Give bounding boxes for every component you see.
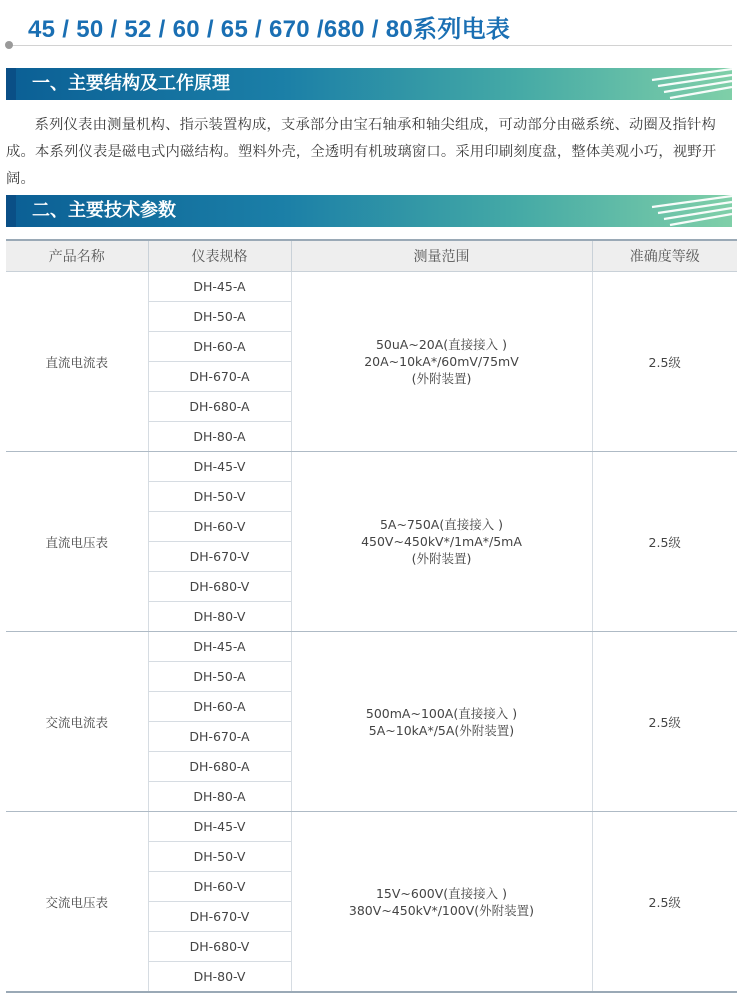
- model-cell: DH-80-V: [148, 962, 291, 993]
- measure-range-line: 15V~600V(直接接入 ): [375, 885, 508, 901]
- model-cell: DH-45-A: [148, 632, 291, 662]
- measure-range-line: 50uA~20A(直接接入 ): [375, 337, 508, 352]
- model-cell: DH-60-V: [148, 872, 291, 902]
- structure-description: 系列仪表由测量机构、指示装置构成，支承部分由宝石轴承和轴尖组成，可动部分由磁系统、动圈及指针构成。本系列仪表是磁电式内磁结构。塑料外壳，全透明有机玻璃窗口。采用印刷刻度盘，整体美观小巧，视野开阔。: [6, 117, 717, 187]
- table-row: [6, 452, 737, 482]
- model-cell: DH-680-V: [148, 572, 291, 602]
- measure-range-line: 380V~450kV*/100V(外附装置): [348, 902, 535, 918]
- section-heading-structure: 一、主要结构及工作原理: [32, 73, 230, 94]
- table-row: [6, 812, 737, 842]
- spec-table: [6, 239, 737, 993]
- measure-range-line: (外附装置): [411, 551, 472, 566]
- header-model: 仪表规格: [148, 240, 291, 272]
- banner-stripes-icon: [612, 195, 732, 227]
- title-bullet-dot: [5, 41, 13, 49]
- table-header-row: [6, 240, 737, 272]
- measure-range-cell: [291, 812, 592, 993]
- model-cell: DH-80-V: [148, 602, 291, 632]
- banner-stripes-icon: [612, 68, 732, 100]
- model-cell: DH-50-V: [148, 842, 291, 872]
- model-cell: DH-50-V: [148, 482, 291, 512]
- model-cell: DH-60-A: [148, 692, 291, 722]
- model-cell: DH-680-V: [148, 932, 291, 962]
- banner-notch: [6, 195, 16, 227]
- product-name-cell: 交流电流表: [6, 632, 148, 812]
- measure-range-line: 450V~450kV*/1mA*/5mA: [361, 534, 522, 549]
- model-cell: DH-50-A: [148, 662, 291, 692]
- model-cell: DH-45-A: [148, 272, 291, 302]
- measure-range-line: 5A~750A(直接接入 ): [379, 517, 504, 532]
- model-cell: DH-670-A: [148, 362, 291, 392]
- model-cell: DH-60-V: [148, 512, 291, 542]
- header-accuracy: 准确度等级: [592, 240, 737, 272]
- measure-range-cell: [291, 272, 592, 452]
- section-heading-params: 二、主要技术参数: [32, 200, 176, 221]
- model-cell: DH-670-V: [148, 902, 291, 932]
- accuracy-grade-cell: 2.5级: [592, 452, 737, 632]
- header-range: 测量范围: [291, 240, 592, 272]
- measure-range-line: (外附装置): [411, 371, 472, 386]
- measure-range-line: 5A~10kA*/5A(外附装置): [368, 722, 515, 738]
- model-cell: DH-670-V: [148, 542, 291, 572]
- banner-notch: [6, 68, 16, 100]
- page-title: 45 / 50 / 52 / 60 / 65 / 670 /680 / 80系列电表: [28, 16, 511, 43]
- model-cell: DH-45-V: [148, 452, 291, 482]
- measure-range-line: 20A~10kA*/60mV/75mV: [364, 354, 519, 369]
- model-cell: DH-680-A: [148, 752, 291, 782]
- model-cell: DH-670-A: [148, 722, 291, 752]
- accuracy-grade-cell: 2.5级: [592, 272, 737, 452]
- accuracy-grade-cell: 2.5级: [592, 812, 737, 993]
- accuracy-grade-cell: 2.5级: [592, 632, 737, 812]
- model-cell: DH-680-A: [148, 392, 291, 422]
- measure-range-cell: [291, 632, 592, 812]
- section-banner-structure: [6, 68, 732, 100]
- product-name-cell: 直流电压表: [6, 452, 148, 632]
- model-cell: DH-60-A: [148, 332, 291, 362]
- model-cell: DH-50-A: [148, 302, 291, 332]
- table-row: [6, 272, 737, 302]
- section-banner-params: [6, 195, 732, 227]
- table-body: [6, 272, 737, 993]
- product-name-cell: 直流电流表: [6, 272, 148, 452]
- model-cell: DH-45-V: [148, 812, 291, 842]
- table-row: [6, 632, 737, 662]
- model-cell: DH-80-A: [148, 782, 291, 812]
- measure-range-cell: [291, 452, 592, 632]
- title-rule: [10, 45, 732, 46]
- model-cell: DH-80-A: [148, 422, 291, 452]
- product-name-cell: 交流电压表: [6, 812, 148, 993]
- header-product-name: 产品名称: [6, 240, 148, 272]
- measure-range-line: 500mA~100A(直接接入 ): [365, 705, 518, 721]
